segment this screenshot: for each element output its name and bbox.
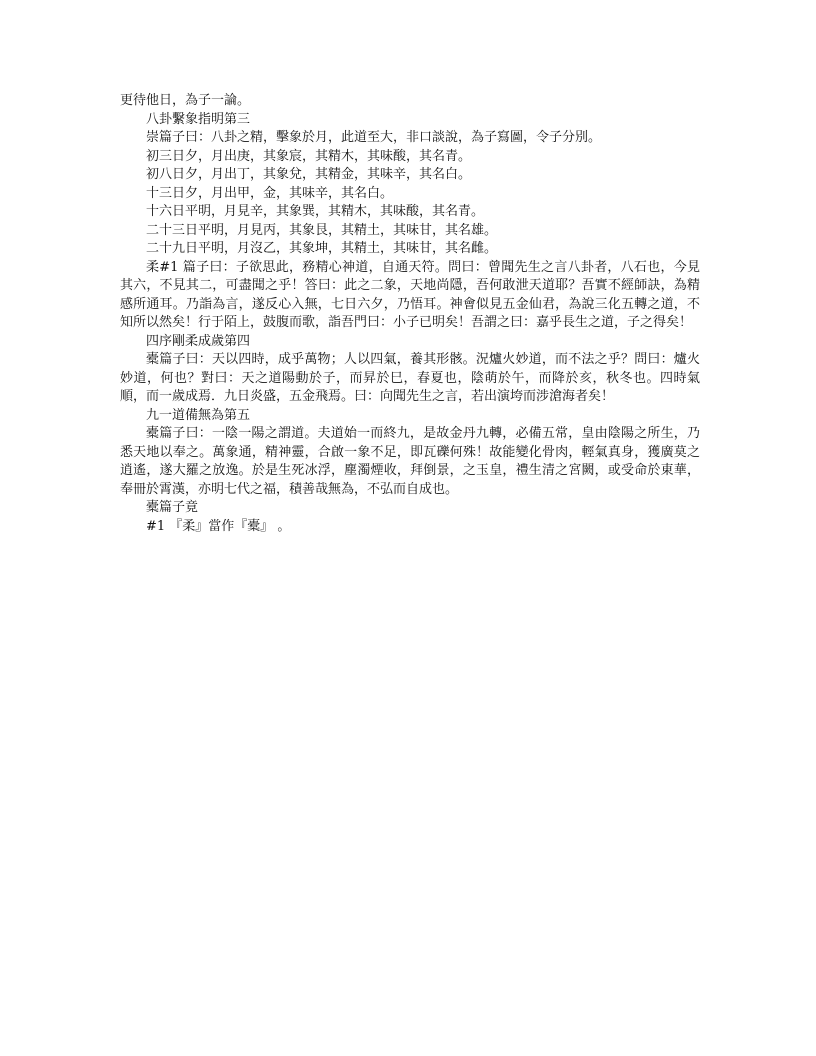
text-paragraph: 初八日夕，月出丁，其象兌，其精金，其味辛，其名白。 xyxy=(146,167,472,182)
text-paragraph: 二十九日平明，月沒乙，其象坤，其精土，其味甘，其名雌。 xyxy=(146,241,498,256)
closing-line: 橐篇子竟 xyxy=(146,500,199,515)
text-paragraph: 橐篇子曰：一陰一陽之謂道。夫道始一而終九，是故金丹九轉，必備五常，皇由陰陽之所生，乃悉天地以奉之。萬象通，精神靈，合啟一象不足，即瓦礫何殊！故能變化骨肉，輕氣真身，獲廣莫之逍遙，遂大羅之放逸。於是生死冰浮，塵濁煙收，拜倒景，之玉皇，禮生清之宮闕，或受命於東華，奉冊於霄漢，亦明七代之福，積善哉無為，不弘而自成也。 xyxy=(120,426,700,497)
text-paragraph: 橐篇子曰：天以四時，成乎萬物；人以四氣，養其形骸。況爐火妙道，而不法之乎？問曰：爐火妙道，何也？對曰：天之道陽動於子，而昇於巳，春夏也，陰萌於午，而降於亥，秋冬也。四時氣順，而一歲成焉．九日炎盛，五金飛焉。曰：向聞先生之言，若出演垮而涉滄海者矣！ xyxy=(120,352,700,404)
text-paragraph: 十三日夕，月出甲，金，其味辛，其名白。 xyxy=(146,185,394,201)
section-heading: 四序剛柔成歲第四 xyxy=(146,333,251,349)
footnote: #1 『柔』當作『橐』 。 xyxy=(146,518,291,534)
text-paragraph: 更待他日，為子一論。 xyxy=(120,93,251,108)
section-heading: 八卦繫象指明第三 xyxy=(146,111,251,127)
text-paragraph: 二十三日平明，月見丙，其象艮，其精土，其味甘，其名雄。 xyxy=(146,222,498,238)
text-paragraph: 初三日夕，月出庚，其象宸，其精木，其味酸，其名青。 xyxy=(146,148,472,164)
text-paragraph: 十六日平明，月見辛，其象巽，其精木，其味酸，其名青。 xyxy=(146,204,485,219)
section-heading: 九一道備無為第五 xyxy=(146,407,251,423)
document-page xyxy=(120,92,700,536)
text-paragraph: 柔#1 篇子曰：子欲思此，務精心神道，自通天符。問曰：曾聞先生之言八卦者，八石也，今見其六，不見其二，可盡聞之乎！答曰：此之二象，天地尚隱，吾何敢泄天道耶？吾實不經師訣，為精感所通耳。乃詣為言，遂反心入無，七日六夕，乃悟耳。神會似見五金仙君，為說三化五轉之道，不知所以然矣！行于陌上，鼓腹而歌，詣吾門曰：小子已明矣！吾謂之曰：嘉乎長生之道，子之得矣！ xyxy=(120,259,700,330)
text-paragraph: 崇篇子曰：八卦之精，擊象於月，此道至大，非口談說，為子寫圖，令子分別。 xyxy=(146,130,602,145)
